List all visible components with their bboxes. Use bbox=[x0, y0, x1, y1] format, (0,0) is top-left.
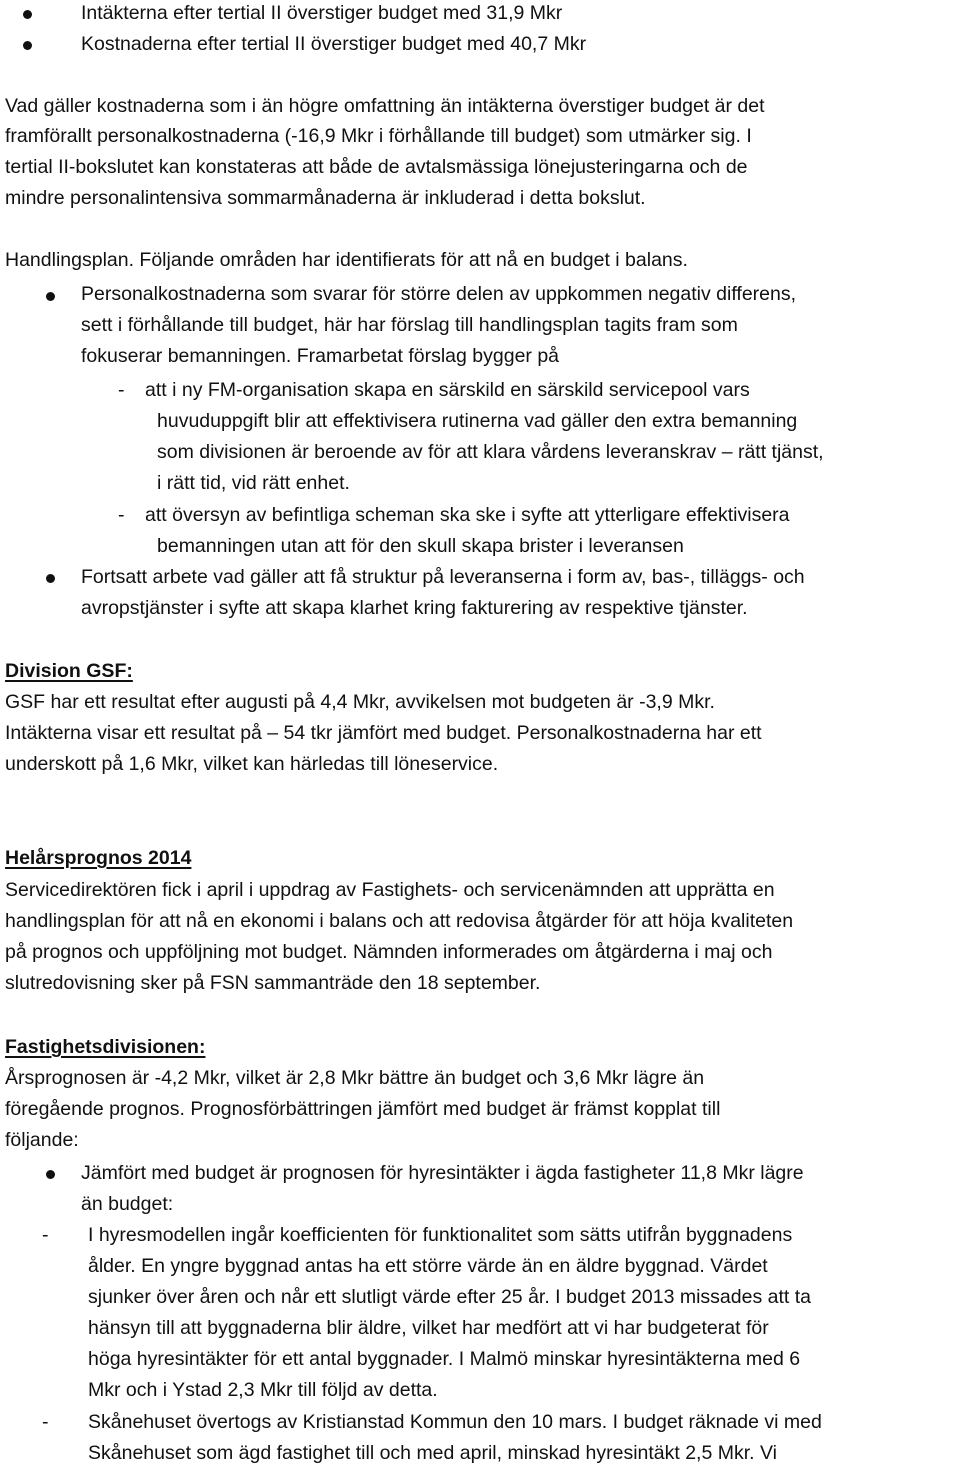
text-line: tertial II-bokslutet kan konstateras att både de avtalsmässiga lönejusteringarna och de bbox=[5, 156, 748, 178]
text-line: sett i förhållande till budget, här har förslag till handlingsplan tagits fram som bbox=[81, 314, 738, 336]
text-line: Personalkostnaderna som svarar för större delen av uppkommen negativ differens, bbox=[81, 283, 797, 305]
text-line: Kostnaderna efter tertial II överstiger budget med 40,7 Mkr bbox=[81, 33, 587, 55]
bullet-icon bbox=[46, 1170, 55, 1179]
text-line: Vad gäller kostnaderna som i än högre omfattning än intäkterna överstiger budget är det bbox=[5, 95, 765, 117]
text-line: Skånehuset övertogs av Kristianstad Kommun den 10 mars. I budget räknade vi med bbox=[88, 1411, 822, 1433]
section-heading: Division GSF: bbox=[5, 660, 133, 682]
text-line: än budget: bbox=[81, 1193, 174, 1215]
text-line: mindre personalintensiva sommarmånaderna är inkluderad i detta bokslut. bbox=[5, 187, 646, 209]
text-line: underskott på 1,6 Mkr, vilket kan härledas till löneservice. bbox=[5, 753, 499, 775]
text-line: på prognos och uppföljning mot budget. Nämnden informerades om åtgärderna i maj och bbox=[5, 941, 773, 963]
text-line: Intäkterna efter tertial II överstiger budget med 31,9 Mkr bbox=[81, 2, 563, 24]
text-line: Handlingsplan. Följande områden har identifierats för att nå en budget i balans. bbox=[5, 249, 688, 271]
text-line: i rätt tid, vid rätt enhet. bbox=[157, 472, 350, 494]
dash-marker: - bbox=[118, 379, 125, 401]
text-line: Mkr och i Ystad 2,3 Mkr till följd av detta. bbox=[88, 1379, 438, 1401]
bullet-icon bbox=[23, 10, 32, 19]
text-line: ålder. En yngre byggnad antas ha ett större värde än en äldre byggnad. Värdet bbox=[88, 1255, 768, 1277]
text-line: följande: bbox=[5, 1129, 79, 1151]
text-line: hänsyn till att byggnaderna blir äldre, vilket har medfört att vi har budgeterat för bbox=[88, 1317, 769, 1339]
text-line: huvuduppgift blir att effektivisera rutinerna vad gäller den extra bemanning bbox=[157, 410, 798, 432]
text-line: Jämfört med budget är prognosen för hyresintäkter i ägda fastigheter 11,8 Mkr lägre bbox=[81, 1162, 804, 1184]
text-line: Skånehuset som ägd fastighet till och med april, minskad hyresintäkt 2,5 Mkr. Vi bbox=[88, 1442, 777, 1464]
text-line: Servicedirektören fick i april i uppdrag av Fastighets- och servicenämnden att upprätta en bbox=[5, 879, 775, 901]
text-line: sjunker över åren och når ett slutligt värde efter 25 år. I budget 2013 missades att ta bbox=[88, 1286, 811, 1308]
text-line: slutredovisning sker på FSN sammanträde den 18 september. bbox=[5, 972, 541, 994]
text-line: Intäkterna visar ett resultat på – 54 tkr jämfört med budget. Personalkostnaderna har ett bbox=[5, 722, 762, 744]
bullet-icon bbox=[23, 41, 32, 50]
section-heading: Helårsprognos 2014 bbox=[5, 847, 192, 869]
bullet-icon bbox=[46, 574, 55, 583]
text-line: Årsprognosen är -4,2 Mkr, vilket är 2,8 Mkr bättre än budget och 3,6 Mkr lägre än bbox=[5, 1067, 705, 1089]
text-line: Fortsatt arbete vad gäller att få struktur på leveranserna i form av, bas-, tilläggs- och bbox=[81, 566, 805, 588]
text-line: GSF har ett resultat efter augusti på 4,4 Mkr, avvikelsen mot budgeten är -3,9 Mkr. bbox=[5, 691, 715, 713]
dash-marker: - bbox=[42, 1411, 49, 1433]
text-line: som divisionen är beroende av för att klara vårdens leveranskrav – rätt tjänst, bbox=[157, 441, 824, 463]
text-line: handlingsplan för att nå en ekonomi i balans och att redovisa åtgärder för att höja kvaliteten bbox=[5, 910, 794, 932]
section-heading: Fastighetsdivisionen: bbox=[5, 1036, 206, 1058]
text-line: avropstjänster i syfte att skapa klarhet kring fakturering av respektive tjänster. bbox=[81, 597, 748, 619]
bullet-icon bbox=[46, 292, 55, 301]
text-line: I hyresmodellen ingår koefficienten för funktionalitet som sätts utifrån byggnadens bbox=[88, 1224, 793, 1246]
text-line: bemanningen utan att för den skull skapa brister i leveransen bbox=[157, 535, 684, 557]
dash-marker: - bbox=[42, 1224, 49, 1246]
dash-marker: - bbox=[118, 504, 125, 526]
text-line: höga hyresintäkter för ett antal byggnader. I Malmö minskar hyresintäkterna med 6 bbox=[88, 1348, 801, 1370]
text-line: att översyn av befintliga scheman ska ske i syfte att ytterligare effektivisera bbox=[145, 504, 790, 526]
text-line: framförallt personalkostnaderna (-16,9 Mkr i förhållande till budget) som utmärker sig. I bbox=[5, 125, 752, 147]
text-line: föregående prognos. Prognosförbättringen jämfört med budget är främst kopplat till bbox=[5, 1098, 721, 1120]
text-line: fokuserar bemanningen. Framarbetat förslag bygger på bbox=[81, 345, 560, 367]
text-line: att i ny FM-organisation skapa en särskild en särskild servicepool vars bbox=[145, 379, 750, 401]
